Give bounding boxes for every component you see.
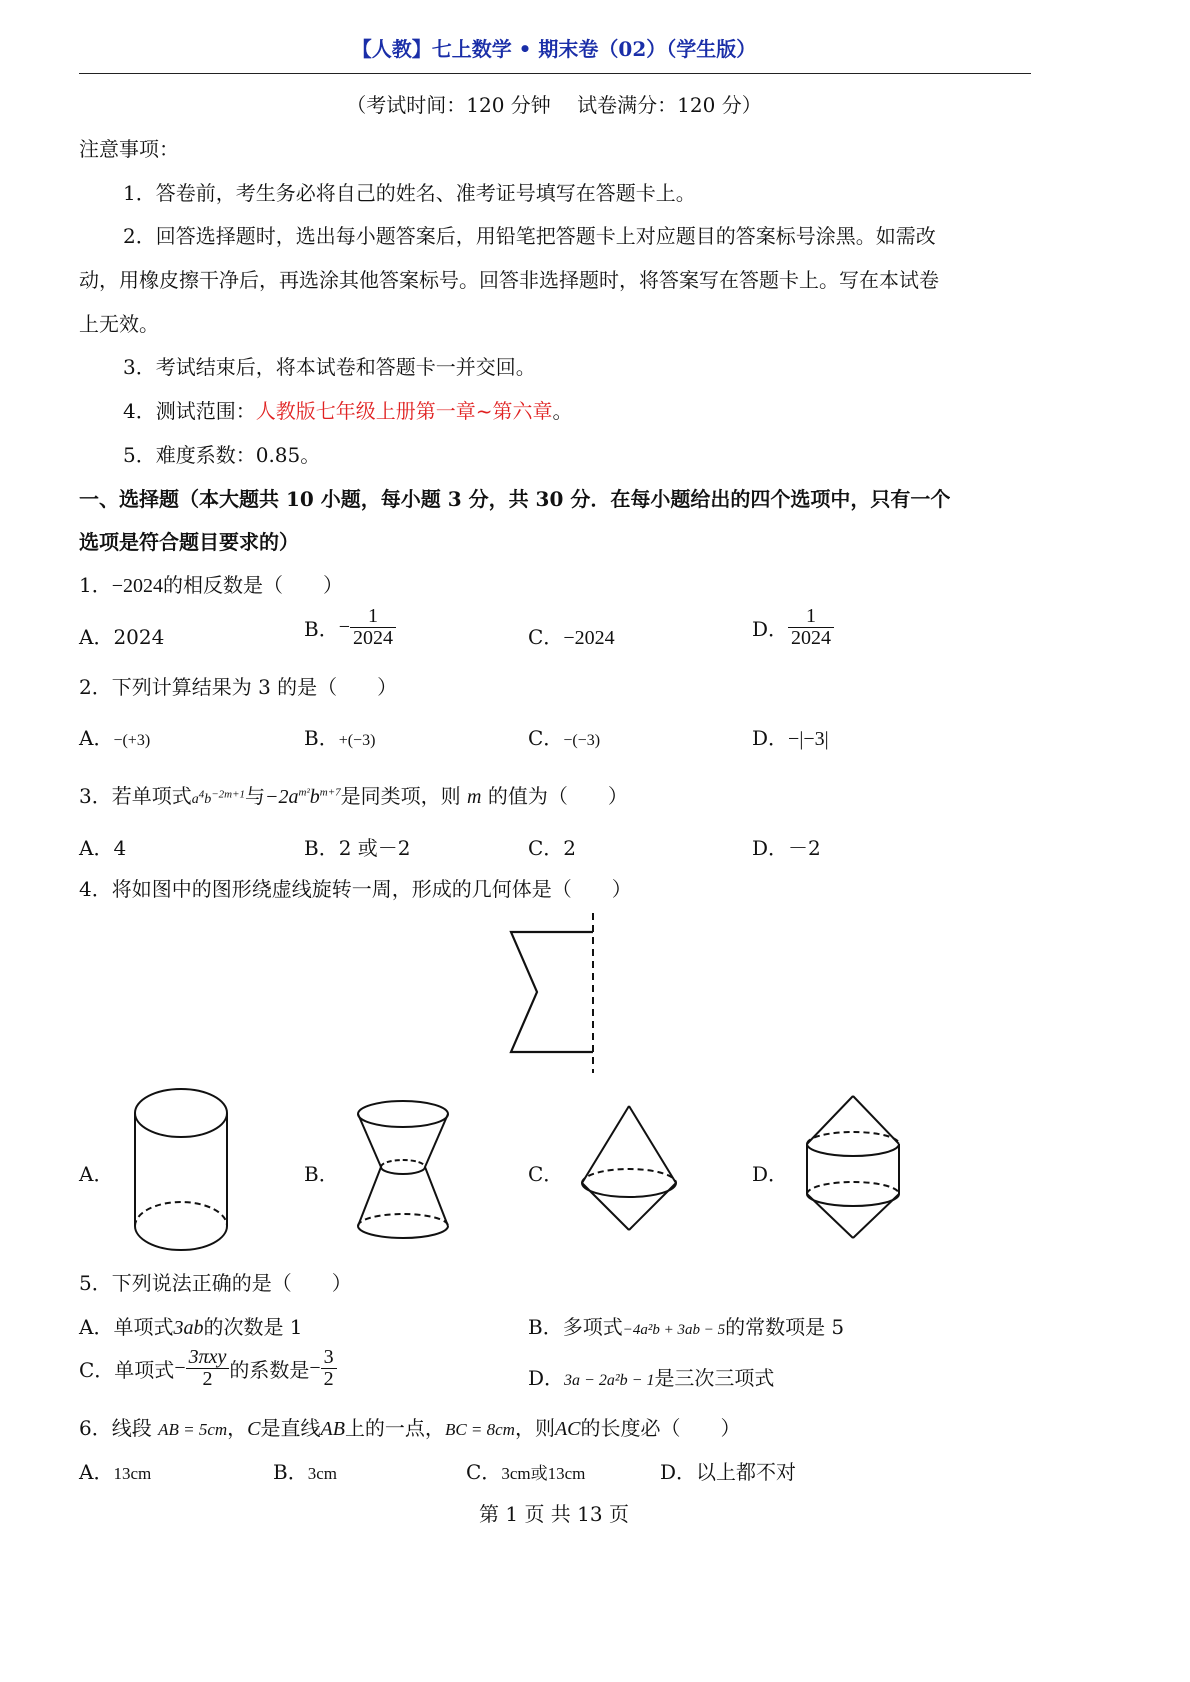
q6-seg3: AC	[554, 1418, 581, 1440]
q6-text-5: ，则	[514, 1416, 555, 1440]
q3-monomial-1: $a^4b^{-2m+1}$	[191, 788, 246, 807]
q5-option-b[interactable]	[528, 1311, 844, 1340]
q4-shape	[511, 932, 593, 1052]
q3-option-b[interactable]: B．2 或－2	[304, 836, 411, 860]
q5-c-sign: −	[174, 1357, 186, 1379]
q5-d-suffix: 是三次三项式	[654, 1366, 775, 1390]
q6-stem	[79, 1412, 741, 1441]
q4-option-c[interactable]: C．	[528, 1162, 564, 1186]
q2-c-label: C．	[528, 726, 564, 750]
q6-text-4: 上的一点，	[344, 1416, 445, 1440]
q1-d-fraction: $\frac{1}{2024}$	[788, 606, 834, 649]
q6-c-label: C．	[466, 1460, 502, 1484]
q6-text-2: ，	[227, 1416, 248, 1440]
q1-b-fraction: $\frac{1}{2024}$	[350, 606, 396, 649]
q6-c-value: 3cm或13cm	[501, 1464, 586, 1483]
q5-d-expr: 3a − 2a²b − 1	[564, 1372, 655, 1389]
q6-b-label: B．	[273, 1460, 308, 1484]
q5-c-prefix: C．单项式	[79, 1358, 175, 1382]
section-heading-line1: 一、选择题（本大题共 10 小题，每小题 3 分，共 30 分．在每小题给出的四个选项中，只有一个	[79, 487, 951, 511]
q3-monomial-2: $-2a^{m^2}b^{m+7}$	[265, 786, 341, 808]
option-d-cone-cylinder-cone	[807, 1096, 899, 1238]
q1-b-sign: −	[338, 616, 350, 638]
q3-option-c[interactable]: C．2	[528, 836, 577, 860]
q3-prefix: 3．若单项式	[79, 784, 192, 808]
q5-option-c[interactable]	[79, 1347, 337, 1390]
q6-b-value: 3cm	[307, 1464, 337, 1483]
q5-option-a[interactable]	[79, 1311, 303, 1340]
q6-option-c[interactable]	[466, 1456, 585, 1485]
q3-suffix-2: 的值为（ ）	[487, 784, 628, 808]
q5-c-fraction2: $\frac{3}{2}$	[321, 1347, 337, 1390]
q5-c-sign2: −	[309, 1357, 321, 1379]
q5-d-prefix: D．	[528, 1366, 565, 1390]
q2-a-label: A．	[79, 726, 114, 750]
q3-option-d[interactable]: D．－2	[752, 836, 821, 860]
note-2-line1: 2．回答选择题时，选出每小题答案后，用铅笔把答题卡上对应题目的答案标号涂黑。如需改	[123, 224, 936, 248]
q4-option-b[interactable]: B．	[304, 1162, 339, 1186]
q5-a-suffix: 的次数是 1	[203, 1315, 303, 1339]
q2-b-value: +(−3)	[338, 732, 376, 749]
q5-b-suffix: 的常数项是 5	[725, 1315, 845, 1339]
q3-mid: 与	[245, 784, 266, 808]
q1-text: 的相反数是（ ）	[163, 573, 344, 597]
option-a-cylinder	[135, 1089, 227, 1250]
q5-a-prefix: A．单项式	[79, 1315, 174, 1339]
note-3: 3．考试结束后，将本试卷和答题卡一并交回。	[123, 355, 536, 379]
q3-option-a[interactable]: A．4	[79, 836, 127, 860]
page-footer: 第 1 页 共 13 页	[479, 1502, 629, 1526]
q5-a-expr: 3ab	[173, 1317, 204, 1339]
exam-info: （考试时间：120 分钟 试卷满分：120 分）	[346, 93, 762, 117]
q6-point: C	[247, 1418, 261, 1440]
q5-c-mid: 的系数是	[229, 1358, 310, 1382]
q6-a-label: A．	[79, 1460, 114, 1484]
q6-text-6: 的长度必（ ）	[580, 1416, 741, 1440]
q2-d-label: D．	[752, 726, 789, 750]
note-1: 1．答卷前，考生务必将自己的姓名、准考证号填写在答题卡上。	[123, 181, 696, 205]
q1-c-value: −2024	[563, 627, 615, 649]
q3-var: m	[467, 786, 482, 808]
q6-option-a[interactable]	[79, 1456, 151, 1485]
q4-option-a[interactable]: A．	[79, 1162, 114, 1186]
test-range: 人教版七年级上册第一章~第六章	[255, 399, 553, 423]
section-heading-line2: 选项是符合题目要求的）	[79, 530, 299, 554]
q1-c-label: C．	[528, 625, 564, 649]
q5-c-fraction: $\frac{\text{3πxy}}{2}$	[186, 1347, 230, 1390]
q6-option-b[interactable]	[273, 1456, 337, 1485]
q5-b-expr: −4a²b + 3ab − 5	[622, 1322, 726, 1338]
q5-b-prefix: B．多项式	[528, 1315, 623, 1339]
q2-stem: 2．下列计算结果为 3 的是（ ）	[79, 675, 398, 699]
option-b-frustums	[358, 1101, 448, 1238]
q5-option-d[interactable]	[528, 1362, 774, 1391]
q6-text-3: 是直线	[260, 1416, 321, 1440]
q5-stem: 5．下列说法正确的是（ ）	[79, 1271, 352, 1295]
notes-heading: 注意事项：	[79, 137, 179, 161]
note-4-prefix: 4．测试范围：	[123, 399, 256, 423]
q6-seg2: BC = 8cm	[444, 1420, 515, 1439]
note-2-line2: 动，用橡皮擦干净后，再选涂其他答案标号。回答非选择题时，将答案写在答题卡上。写在本试卷	[79, 268, 939, 292]
q2-d-value: −|−3|	[788, 728, 829, 750]
note-4-suffix: 。	[552, 399, 573, 423]
q6-seg1: AB = 5cm	[158, 1420, 228, 1439]
note-2-line3: 上无效。	[79, 312, 159, 336]
q4-stem: 4．将如图中的图形绕虚线旋转一周，形成的几何体是（ ）	[79, 877, 632, 901]
note-5: 5．难度系数：0.85。	[123, 443, 321, 467]
q2-b-label: B．	[304, 726, 339, 750]
q1-b-label: B．	[304, 617, 339, 641]
q1-d-label: D．	[752, 617, 789, 641]
q6-a-value: 13cm	[113, 1464, 152, 1483]
q2-a-value: −(+3)	[113, 732, 151, 749]
document-title: 【人教】七上数学 • 期末卷（02）（学生版）	[351, 37, 757, 61]
q6-text-1: 6．线段	[79, 1416, 152, 1440]
q1-expr: −2024	[111, 575, 164, 597]
q6-option-d[interactable]: D．以上都不对	[660, 1460, 797, 1484]
q1-option-a[interactable]: A．2024	[79, 625, 165, 649]
q1-number: 1．	[79, 573, 112, 597]
q4-option-d[interactable]: D．	[752, 1162, 789, 1186]
q2-c-value: −(−3)	[563, 732, 601, 749]
q3-suffix-1: 是同类项，则	[340, 784, 461, 808]
q6-line: AB	[320, 1418, 345, 1440]
option-c-double-cone	[582, 1106, 676, 1230]
